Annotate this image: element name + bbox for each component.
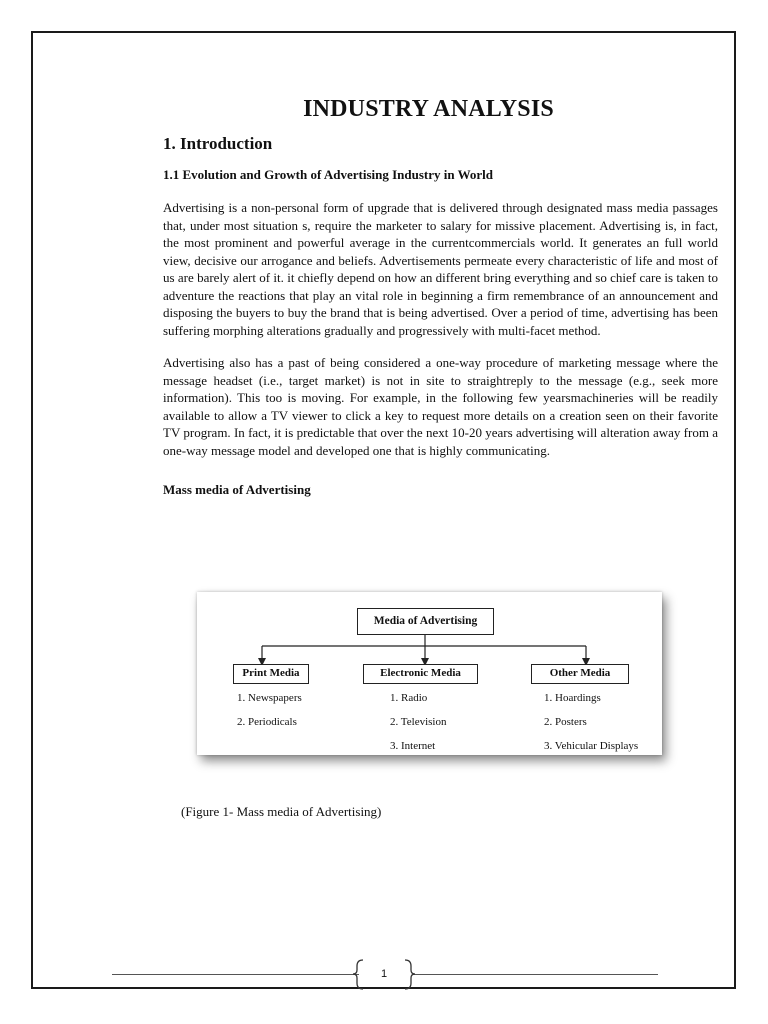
- list-item: 3. Internet: [390, 740, 436, 752]
- paragraph: Advertising is a non-personal form of upgrade that is delivered through designated mass media passages that, under most situation s, require the marketer to salary for missive placement. Advertising is, in fact, the most prominent and powerful average in the currentcommercials world. It generates an full world view, decisive our arrogance and beliefs. Advertisements permeate every characteristic of life and most of us are barely alert of it. it chiefly depend on how an different bring everything and so chief care is taken to adventure the reactions that play an vital role in beginning a firm remembrance of an announcement and disposing the buyers to buy the brand that is being advertised. Over a period of time, advertising has been suffering morphing alterations gradually and progressively with multi-facet method.: [163, 200, 718, 338]
- root-node: Media of Advertising: [357, 608, 494, 635]
- figure-caption: (Figure 1- Mass media of Advertising): [181, 804, 382, 819]
- media-diagram: [197, 592, 662, 755]
- list-item: 2. Periodicals: [237, 716, 297, 728]
- section-heading: 1. Introduction: [163, 134, 273, 153]
- paragraph: Advertising also has a past of being considered a one-way procedure of marketing message where the message headset (i.e., target market) is not in site to straightreply to the message (e.g., seek more information). This too is moving. For example, in the following few yearsmachineries will be readily available to allow a TV viewer to click a key to request more details on a creation seen on their favorite TV program. In fact, it is predictable that over the next 10-20 years advertising will alteration away from a one-way message model and developed one that is highly communicating.: [163, 355, 718, 458]
- document-title: INDUSTRY ANALYSIS: [303, 96, 554, 122]
- list-item: 1. Hoardings: [544, 692, 601, 704]
- footer-rule-left: [112, 974, 359, 975]
- subsection-heading: 1.1 Evolution and Growth of Advertising Industry in World: [163, 167, 494, 182]
- page-number: 1: [380, 968, 388, 980]
- list-item: 1. Radio: [390, 692, 428, 704]
- list-item: 3. Vehicular Displays: [544, 740, 639, 752]
- list-item: 2. Television: [390, 716, 447, 728]
- electronic-media-node: Electronic Media: [363, 664, 478, 684]
- other-media-node: Other Media: [531, 664, 629, 684]
- list-item: 2. Posters: [544, 716, 587, 728]
- footer-rule-right: [413, 974, 658, 975]
- list-item: 1. Newspapers: [237, 692, 302, 704]
- mass-media-heading: Mass media of Advertising: [163, 482, 311, 497]
- document-body: [163, 92, 718, 499]
- print-media-node: Print Media: [233, 664, 309, 684]
